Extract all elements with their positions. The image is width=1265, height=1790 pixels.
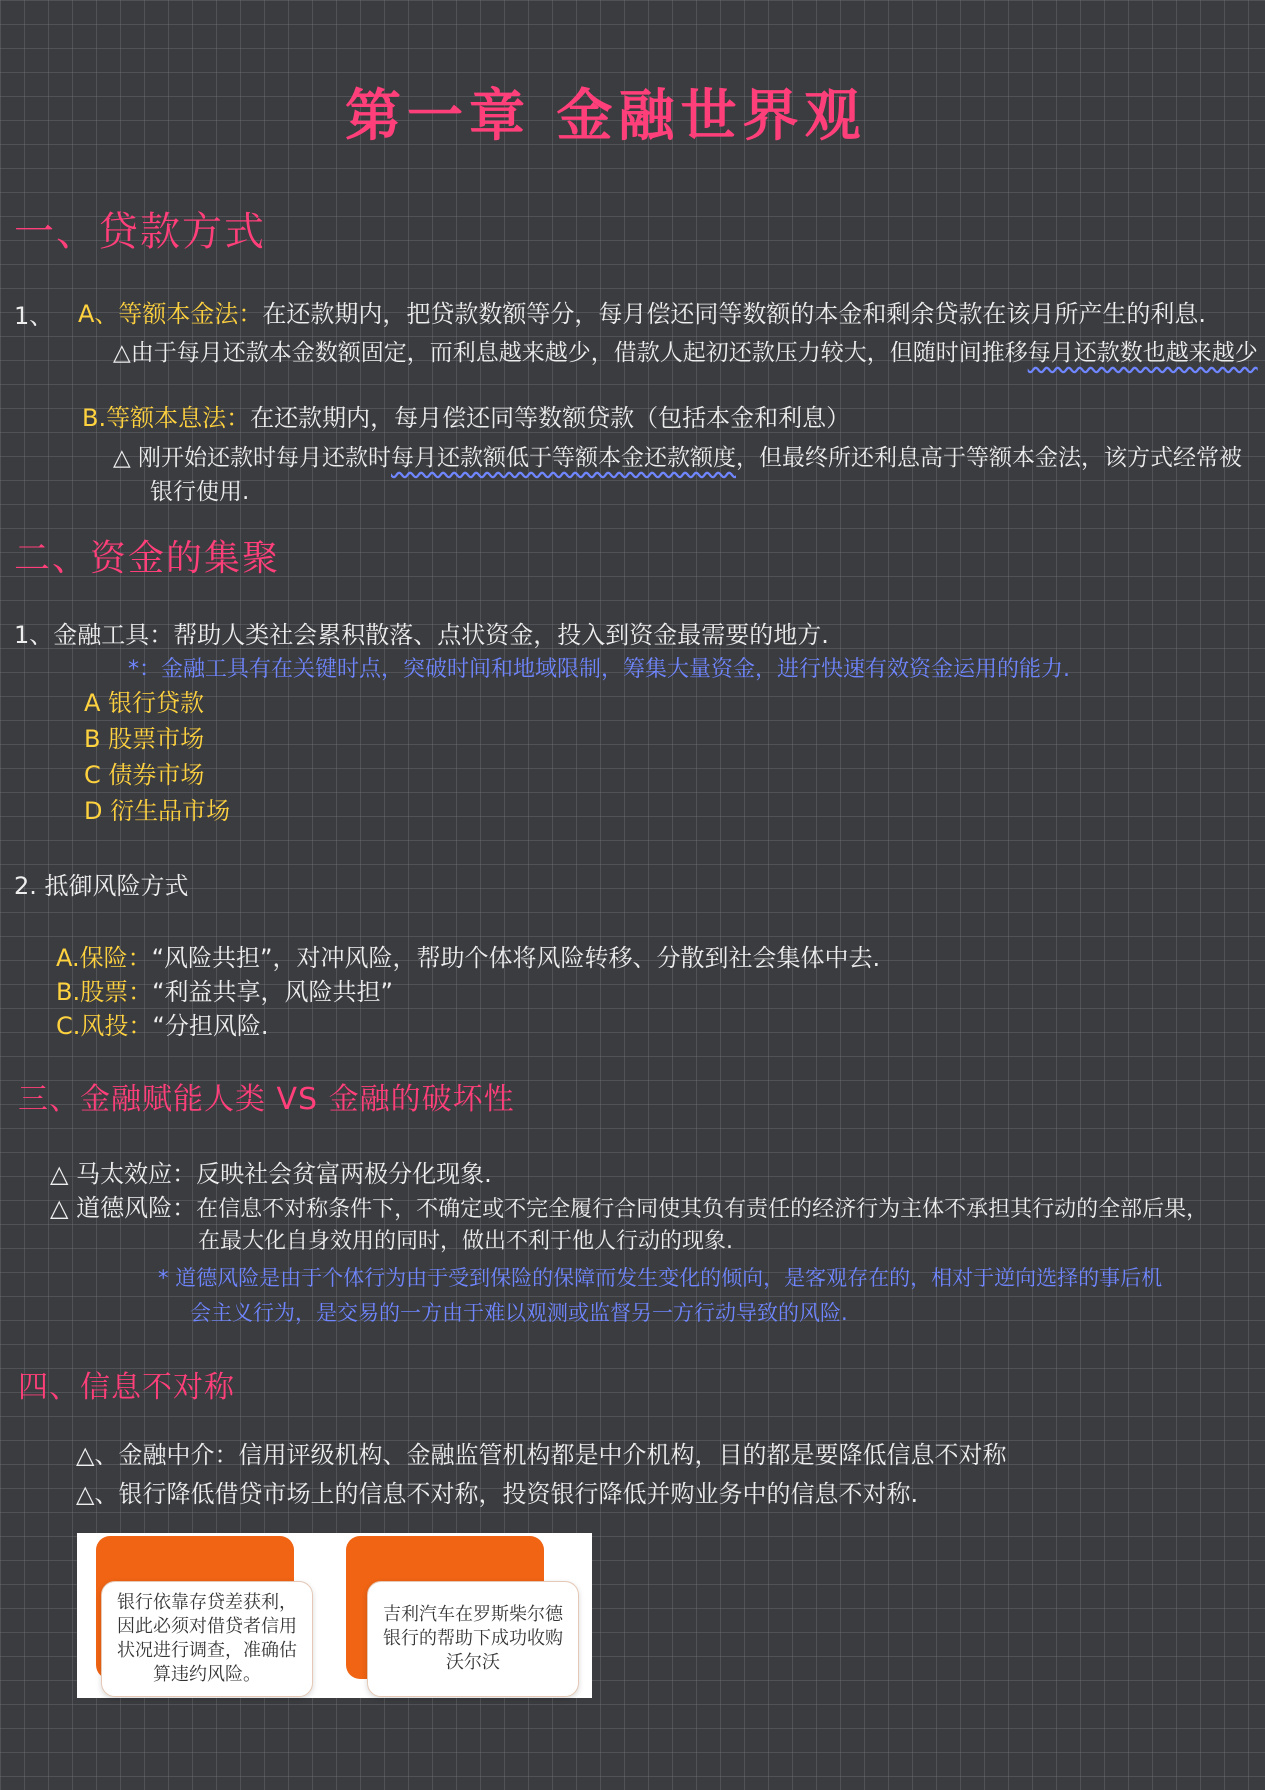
method-a-note-underline: 每月还款数也越来越少	[1027, 340, 1258, 366]
method-b-label: B.等额本息法：	[82, 404, 251, 432]
tool-list-item: A 银行贷款	[84, 689, 205, 717]
info-asymmetry-line1: △、金融中介：信用评级机构、金融监管机构都是中介机构，目的都是要降低信息不对称	[76, 1441, 1007, 1469]
section-2-heading: 二、资金的集聚	[14, 538, 281, 579]
matthew-effect: △ 马太效应：反映社会贫富两极分化现象.	[50, 1160, 492, 1188]
moral-hazard-label: △ 道德风险：	[50, 1194, 197, 1222]
tool-list-item: D 衍生品市场	[84, 797, 231, 825]
moral-hazard-line2: 在最大化自身效用的同时，做出不利于他人行动的现象.	[198, 1229, 733, 1254]
method-a-note	[113, 334, 1258, 367]
risk-methods-heading: 2. 抵御风险方式	[14, 872, 189, 900]
example-card	[101, 1581, 313, 1697]
page-title: 第一章 金融世界观	[345, 84, 867, 149]
method-a	[78, 294, 1206, 329]
section-1-number: 1、	[14, 302, 54, 330]
method-b-note	[113, 439, 1242, 472]
risk-item-text: “利益共享，风险共担”	[152, 978, 393, 1006]
method-b-note-text: △ 刚开始还款时每月还款时	[113, 445, 391, 471]
tool-list-item: B 股票市场	[84, 725, 205, 753]
risk-item-label: A.保险：	[56, 944, 152, 972]
method-b-note-suffix: ，但最终所还利息高于等额本金法，该方式经常被	[736, 445, 1242, 471]
section-4-heading: 四、信息不对称	[18, 1370, 235, 1405]
method-b	[82, 398, 850, 433]
risk-item-vc	[56, 1006, 268, 1041]
moral-hazard-line1: 在信息不对称条件下，不确定或不完全履行合同使其负有责任的经济行为主体不承担其行动的全部后果，	[196, 1197, 1209, 1222]
tool-list-item: C 债券市场	[84, 761, 205, 789]
moral-hazard-note-line2: 会主义行为，是交易的一方由于难以观测或监督另一方行动导致的风险.	[190, 1301, 848, 1325]
example-card	[367, 1581, 579, 1697]
example-card-text: 吉利汽车在罗斯柴尔德银行的帮助下成功收购沃尔沃	[383, 1604, 563, 1673]
info-asymmetry-line2: △、银行降低借贷市场上的信息不对称，投资银行降低并购业务中的信息不对称.	[76, 1480, 919, 1508]
example-card-text: 银行依靠存贷差获利，因此必须对借贷者信用状况进行调查，准确估算违约风险。	[117, 1592, 297, 1685]
risk-item-label: C.风投：	[56, 1012, 153, 1040]
risk-item-text: “分担风险.	[152, 1012, 269, 1040]
example-cards	[77, 1533, 592, 1698]
moral-hazard-note-line1: * 道德风险是由于个体行为由于受到保险的保障而发生变化的倾向，是客观存在的，相对于逆向选择的事后机	[158, 1266, 1163, 1290]
financial-tools-note: *：金融工具有在关键时点，突破时间和地域限制，筹集大量资金，进行快速有效资金运用的能力.	[128, 657, 1070, 682]
method-a-text: 在还款期内，把贷款数额等分，每月偿还同等数额的本金和剩余贷款在该月所产生的利息.	[262, 300, 1207, 328]
risk-item-text: “风险共担”，对冲风险，帮助个体将风险转移、分散到社会集体中去.	[151, 944, 881, 972]
method-b-note-line2: 银行使用.	[150, 479, 250, 505]
section-3-heading: 三、金融赋能人类 VS 金融的破坏性	[18, 1082, 515, 1117]
financial-tools: 1、金融工具：帮助人类社会累积散落、点状资金，投入到资金最需要的地方.	[14, 621, 829, 649]
risk-item-stock	[56, 972, 393, 1007]
method-a-label: A、等额本金法：	[78, 300, 263, 328]
risk-item-insurance	[56, 938, 880, 973]
method-b-text: 在还款期内，每月偿还同等数额贷款（包括本金和利息）	[250, 404, 851, 432]
section-1-heading: 一、贷款方式	[14, 209, 266, 255]
risk-item-label: B.股票：	[56, 978, 153, 1006]
method-b-note-underline: 每月还款额低于等额本金还款额度	[391, 445, 736, 471]
method-a-note-text: △由于每月还款本金数额固定，而利息越来越少，借款人起初还款压力较大，但随时间推移	[113, 340, 1028, 366]
moral-hazard	[50, 1188, 1208, 1223]
